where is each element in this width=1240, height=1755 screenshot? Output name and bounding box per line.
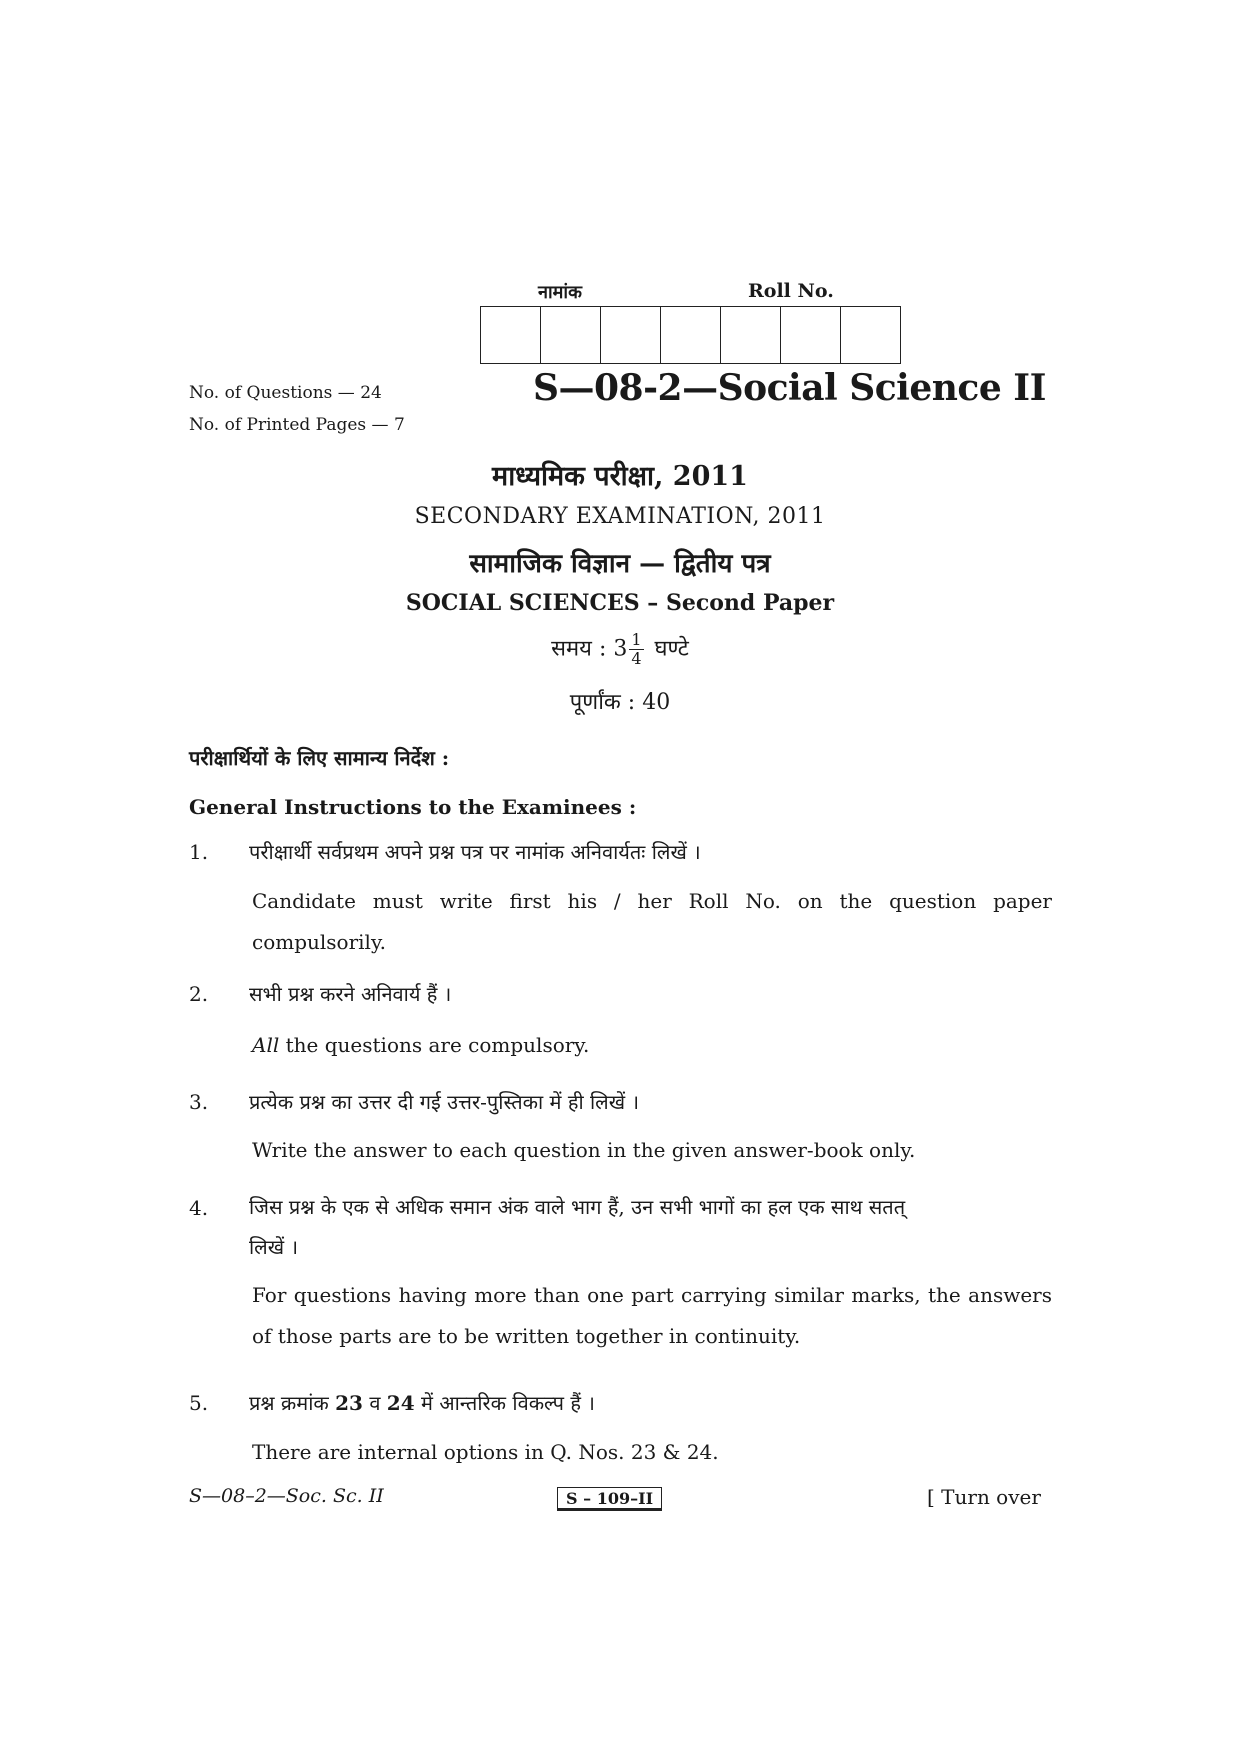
instruction-english (252, 1025, 1052, 1066)
question-number-bold: 23 (335, 1391, 363, 1415)
turn-over-note: [ Turn over (927, 1485, 1041, 1509)
instruction-hindi: प्रत्येक प्रश्न का उत्तर दी गई उत्तर-पुस्तिका में ही लिखें । (249, 1090, 640, 1114)
instruction-english: Candidate must write first his / her Roll No. on the question paper compulsorily. (252, 889, 1052, 954)
instruction-english: Write the answer to each question in the given answer-book only. (252, 1138, 916, 1162)
instruction-hindi: जिस प्रश्न के एक से अधिक समान अंक वाले भाग हैं, उन सभी भागों का हल एक साथ सतत् (249, 1195, 906, 1219)
roll-number-box[interactable] (721, 307, 781, 363)
roll-number-box[interactable] (601, 307, 661, 363)
hindi-text-post: में आन्तरिक विकल्प हैं । (421, 1391, 595, 1415)
fraction-numerator: 1 (631, 630, 642, 649)
instruction-english: There are internal options in Q. Nos. 23 & 24. (252, 1440, 719, 1464)
hindi-text-pre: प्रश्न क्रमांक (249, 1391, 329, 1415)
exam-title-hindi: माध्यमिक परीक्षा, 2011 (492, 461, 748, 492)
instructions-heading-hindi: परीक्षार्थियों के लिए सामान्य निर्देश : (189, 746, 450, 770)
footer-paper-code: S—08–2—Soc. Sc. II (189, 1485, 384, 1507)
roll-label-hindi: नामांक (538, 282, 582, 303)
roll-number-box[interactable] (541, 307, 601, 363)
instruction-hindi: परीक्षार्थी सर्वप्रथम अपने प्रश्न पत्र पर नामांक अनिवार्यतः लिखें । (249, 840, 701, 864)
paper-code-title: S—08-2—Social Science II (533, 367, 1046, 409)
instruction-number: 1. (189, 840, 209, 864)
roll-number-boxes (480, 306, 901, 364)
exam-duration (0, 632, 1240, 667)
instruction-number: 3. (189, 1090, 209, 1114)
instruction-hindi: सभी प्रश्न करने अनिवार्य हैं । (249, 982, 452, 1006)
duration-label: समय : 3 (551, 636, 628, 662)
instructions-heading-english: General Instructions to the Examinees : (189, 795, 637, 819)
duration-fraction (629, 632, 643, 667)
total-marks: पूर्णांक : 40 (569, 690, 671, 715)
instruction-number: 5. (189, 1391, 209, 1415)
roll-number-box[interactable] (481, 307, 541, 363)
instruction-hindi-continued: लिखें । (249, 1235, 299, 1259)
exam-title-english: SECONDARY EXAMINATION, 2011 (414, 504, 826, 529)
roll-number-labels (480, 280, 910, 304)
emphasis-all: All (252, 1033, 280, 1057)
footer-series-code: S – 109–II (557, 1487, 662, 1511)
roll-number-box[interactable] (841, 307, 900, 363)
subject-title-hindi: सामाजिक विज्ञान — द्वितीय पत्र (469, 549, 771, 579)
instruction-hindi (249, 1389, 595, 1416)
instruction-number: 4. (189, 1196, 209, 1220)
roll-number-box[interactable] (781, 307, 841, 363)
instruction-english-rest: the questions are compulsory. (285, 1033, 590, 1057)
question-number-bold: 24 (386, 1391, 415, 1415)
roll-label-english: Roll No. (748, 280, 834, 302)
instruction-english: For questions having more than one part carrying similar marks, the answers of those parts are to be written together in continuity. (252, 1283, 1052, 1348)
number-of-questions: No. of Questions — 24 (189, 383, 382, 403)
number-of-printed-pages: No. of Printed Pages — 7 (189, 415, 405, 435)
subject-title-english: SOCIAL SCIENCES – Second Paper (405, 590, 835, 616)
roll-number-box[interactable] (661, 307, 721, 363)
fraction-denominator: 4 (631, 649, 642, 668)
instruction-number: 2. (189, 982, 209, 1006)
hindi-conjunction: व (369, 1391, 381, 1415)
duration-unit: घण्टे (654, 636, 689, 662)
